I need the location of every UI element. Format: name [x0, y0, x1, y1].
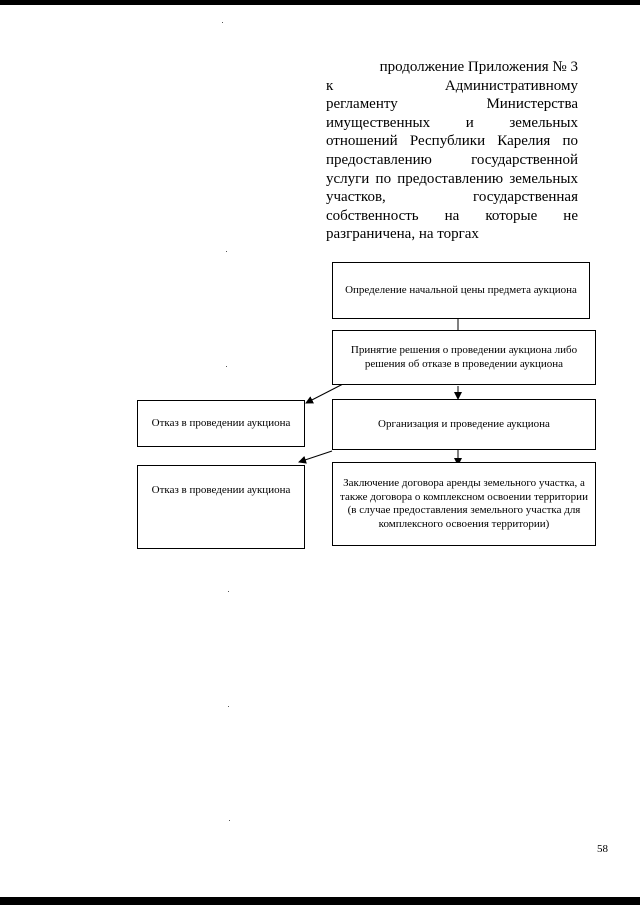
heading-line: услуги по предоставлению земельных [326, 170, 578, 187]
flow-step-text: Определение начальной цены предмета аукциона [345, 283, 577, 296]
heading-line: предоставлению государственной [326, 151, 578, 168]
heading-line: отношений Республики Карелия по [326, 133, 578, 150]
flow-step-text: Организация и проведение аукциона [378, 417, 550, 430]
scan-speck [228, 706, 229, 707]
flow-step-lease-contract [332, 462, 596, 546]
arrow-step3-to-refusal2 [299, 451, 332, 462]
flow-step-text: Принятие решения о проведении аукциона либо решения об отказе в проведении аукциона [350, 344, 578, 370]
heading-line: имущественных и земельных [326, 114, 578, 131]
flow-step-text: Заключение договора аренды земельного участка, а также договора о комплексном освоении территории (в случае предоставления земельного участка для комплексного освоения территории) [340, 477, 588, 530]
scan-speck [222, 22, 223, 23]
scan-speck [226, 366, 227, 367]
flow-step-initial-price [332, 262, 590, 319]
heading-line: собственность на которые не [326, 207, 578, 224]
flow-refusal-box [137, 400, 305, 447]
flow-step-auction-decision [332, 330, 596, 385]
page-number: 58 [597, 843, 608, 855]
flow-refusal-text: Отказ в проведении аукциона [151, 484, 291, 496]
flow-step-auction-conduct [332, 399, 596, 450]
heading-line: регламенту Министерства [326, 96, 578, 113]
flow-refusal-box [137, 465, 305, 549]
heading-line: разграничена, на торгах [326, 226, 479, 243]
heading-line: к Административному [326, 77, 578, 94]
scan-speck [229, 820, 230, 821]
scan-speck [226, 251, 227, 252]
heading-line: продолжение Приложения № 3 [379, 59, 578, 75]
heading-line: участков, государственная [326, 189, 578, 206]
flow-refusal-text: Отказ в проведении аукциона [151, 416, 291, 429]
scan-speck [228, 591, 229, 592]
